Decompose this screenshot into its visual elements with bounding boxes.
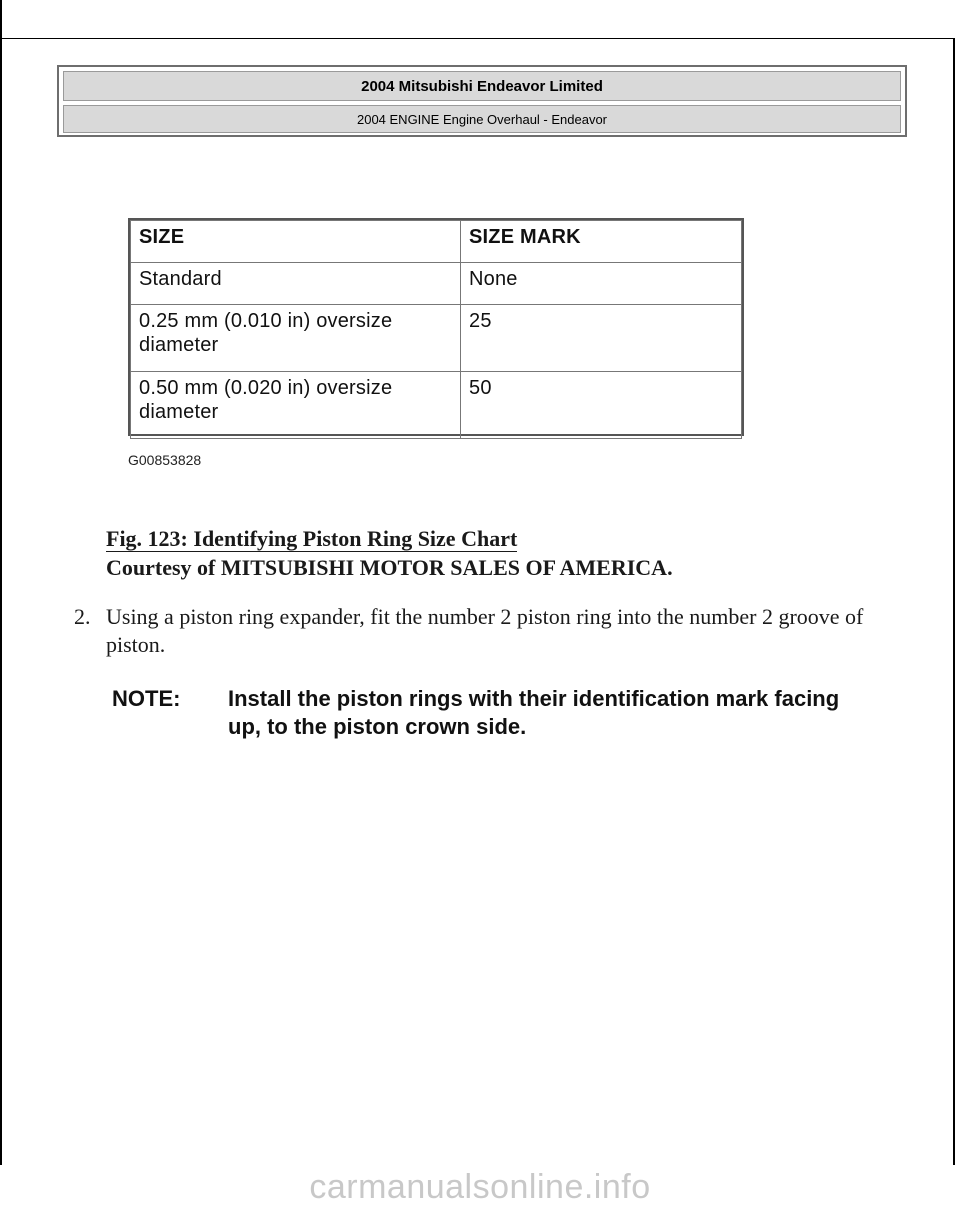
page-left-border	[0, 0, 2, 1165]
size-mark-cell: 25	[461, 305, 742, 372]
column-header-size-mark: SIZE MARK	[461, 221, 742, 263]
document-header	[57, 65, 907, 137]
page-top-border	[0, 38, 955, 39]
table-row	[131, 372, 742, 439]
column-header-size: SIZE	[131, 221, 461, 263]
figure-image-id: G00853828	[128, 452, 202, 468]
note-text: Install the piston rings with their identification mark facing up, to the piston crown side.	[228, 686, 840, 739]
document-subtitle: 2004 ENGINE Engine Overhaul - Endeavor	[63, 105, 901, 133]
size-cell: Standard	[131, 263, 461, 305]
size-cell: 0.50 mm (0.020 in) oversize diameter	[131, 372, 461, 439]
page-right-border	[953, 38, 955, 1165]
table-row	[131, 263, 742, 305]
figure-caption	[106, 525, 517, 552]
size-cell: 0.25 mm (0.010 in) oversize diameter	[131, 305, 461, 372]
note-label: NOTE:	[112, 686, 181, 711]
table-header-row	[131, 221, 742, 263]
size-mark-cell: None	[461, 263, 742, 305]
size-mark-cell: 50	[461, 372, 742, 439]
size-table	[130, 220, 742, 439]
piston-ring-size-chart	[128, 218, 744, 436]
figure-caption-link[interactable]: Fig. 123: Identifying Piston Ring Size Chart	[106, 526, 518, 551]
step-text: Using a piston ring expander, fit the number 2 piston ring into the number 2 groove of piston.	[106, 604, 864, 657]
step-number: 2.	[74, 604, 91, 629]
document-title: 2004 Mitsubishi Endeavor Limited	[63, 71, 901, 101]
site-watermark: carmanualsonline.info	[309, 1168, 651, 1206]
table-row	[131, 305, 742, 372]
figure-courtesy: Courtesy of MITSUBISHI MOTOR SALES OF AMERICA.	[106, 555, 673, 580]
